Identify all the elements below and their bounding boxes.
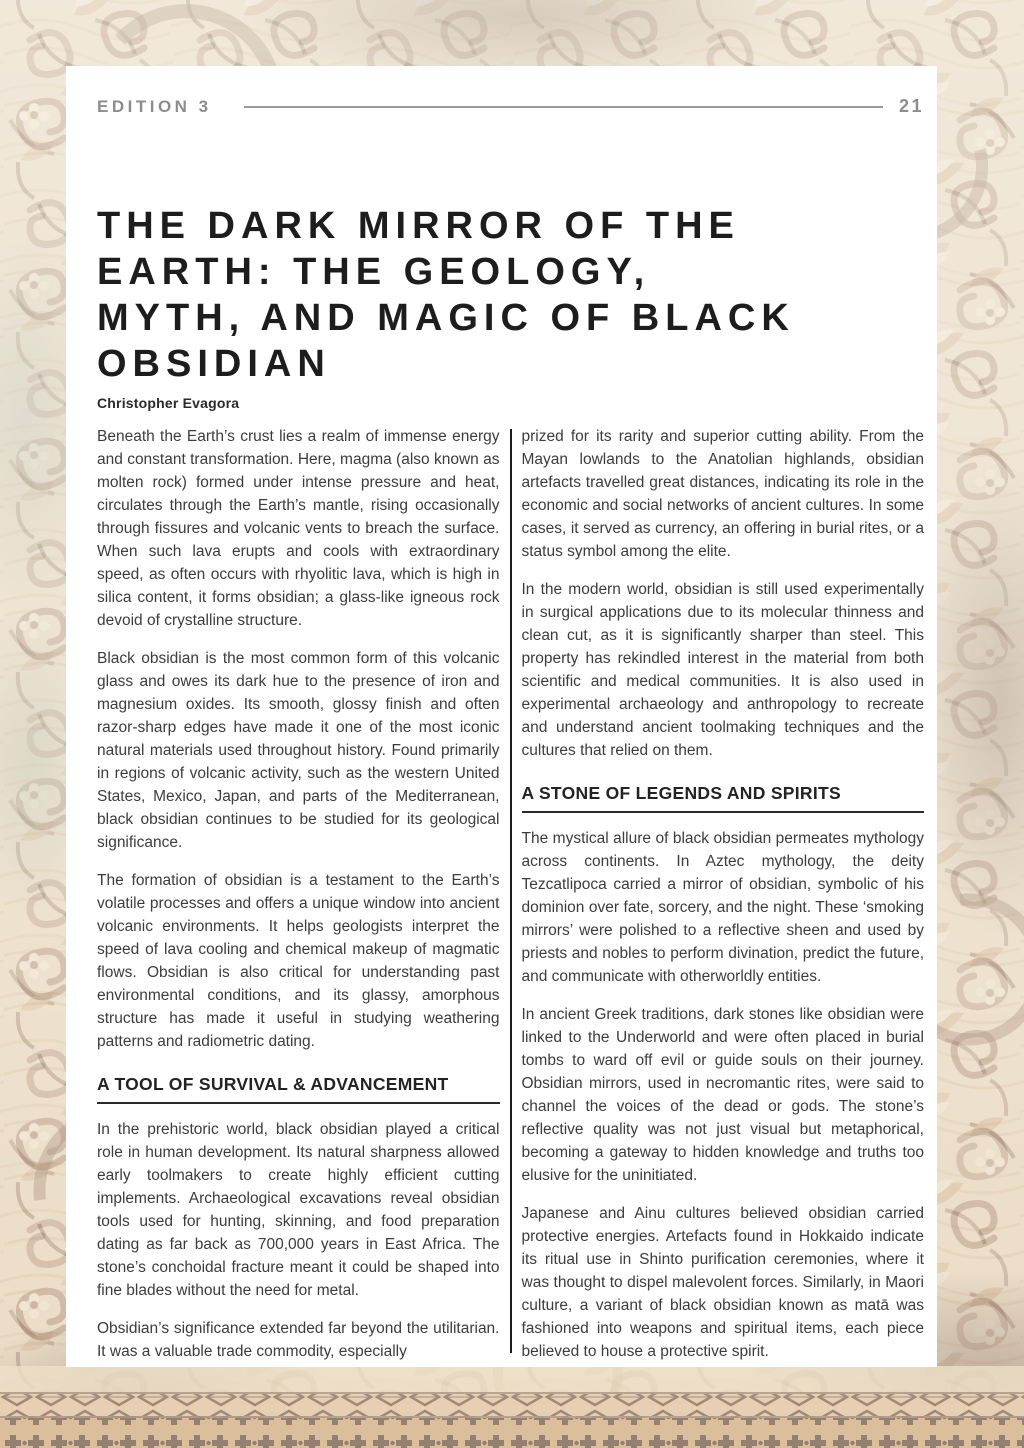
article-author: Christopher Evagora — [97, 395, 240, 411]
para-prehistoric-tools: In the prehistoric world, black obsidian played a critical role in human development. Its natural sharpness allowed early toolmakers to create highly efficient cutting implements. Archaeological excavations reveal obsidian tools used for hunting, skinning, and food preparation dating as far back as 700,000 years in East Africa. The stone’s conchoidal fracture meant it could be shaped into fine blades without the need for metal. — [97, 1121, 500, 1299]
para-greek-traditions: In ancient Greek traditions, dark stones like obsidian were linked to the Underworld and were often placed in burial tombs to ward off evil or guide souls on their journey. Obsidian mirrors, used in necromantic rites, were said to channel the voices of the dead or gods. The stone’s reflective quality was not just visual but metaphorical, becoming a gateway to hidden knowledge and truths too elusive for the uninitiated. — [521, 1006, 924, 1184]
para-trade-commodity-start: Obsidian’s significance extended far beyond the utilitarian. It was a valuable trade commodity, especially — [97, 1320, 500, 1360]
para-magma-formation: Beneath the Earth’s crust lies a realm of immense energy and constant transformation. Here, magma (also known as molten rock) formed under intense pressure and heat, circulates through the Earth’s mantle, rising occasionally through fissures and volcanic vents to breach the surface. When such lava erupts and cools with extraordinary speed, as often occurs with rhyolitic lava, which is high in silica content, it forms obsidian; a glass-like igneous rock devoid of crystalline structure. — [97, 428, 500, 629]
para-black-obsidian-form: Black obsidian is the most common form of this volcanic glass and owes its dark hue to the presence of iron and magnesium oxides. Its smooth, glossy finish and often razor-sharp edges have made it one of the most iconic natural materials used throughout history. Found primarily in regions of volcanic activity, such as the western United States, Mexico, Japan, and parts of the Mediterranean, black obsidian continues to be studied for its geological significance. — [97, 650, 500, 851]
article-title-line-4: OBSIDIAN — [97, 343, 331, 385]
article-title-line-1: THE DARK MIRROR OF THE — [97, 205, 740, 247]
column-left — [97, 425, 500, 1363]
column-divider — [510, 429, 512, 1353]
section-heading-stone-of-legends: A STONE OF LEGENDS AND SPIRITS — [522, 783, 925, 813]
para-trade-commodity-continued: prized for its rarity and superior cutting ability. From the Mayan lowlands to the Anatolian highlands, obsidian artefacts travelled great distances, indicating its role in the economic and social networks of ancient cultures. In some cases, it served as currency, an offering in burial rites, or a status symbol among the elite. — [521, 428, 924, 560]
article-columns — [97, 425, 924, 1363]
article-title-line-3: MYTH, AND MAGIC OF BLACK — [97, 297, 795, 339]
para-aztec-mythology: The mystical allure of black obsidian permeates mythology across continents. In Aztec mythology, the deity Tezcatlipoca carried a mirror of obsidian, symbolic of his dominion over fate, sorcery, and the night. These ‘smoking mirrors’ were polished to a reflective sheen and used by priests and nobles to perform divination, predict the future, and communicate with otherworldly entities. — [521, 830, 924, 985]
page-header — [97, 96, 924, 117]
article-title-line-2: EARTH: THE GEOLOGY, — [97, 251, 651, 293]
para-modern-uses: In the modern world, obsidian is still used experimentally in surgical applications due to its molecular thinness and clean cut, as it is significantly sharper than steel. This property has rekindled interest in the material from both scientific and medical communities. It is also used in experimental archaeology and anthropology to recreate and understand ancient toolmaking techniques and the cultures that relied on them. — [521, 581, 924, 759]
edition-label: EDITION 3 — [97, 96, 212, 116]
header-rule — [244, 106, 883, 108]
article-title — [97, 203, 924, 387]
para-japanese-maori-cultures: Japanese and Ainu cultures believed obsidian carried protective energies. Artefacts found in Hokkaido indicate its ritual use in Shinto purification ceremonies, where it was thought to dispel malevolent forces. Similarly, in Maori culture, a variant of black obsidian known as matā was fashioned into weapons and spiritual items, each piece believed to house a protective spirit. — [521, 1205, 924, 1360]
section-heading-tool-of-survival: A TOOL OF SURVIVAL & ADVANCEMENT — [97, 1074, 500, 1104]
para-formation-testament: The formation of obsidian is a testament to the Earth’s volatile processes and offers a unique window into ancient volcanic environments. It helps geologists interpret the speed of lava cooling and chemical makeup of magmatic flows. Obsidian is also critical for understanding past environmental conditions, and its glassy, amorphous structure has made it useful in studying weathering patterns and radiometric dating. — [97, 872, 500, 1050]
column-right — [522, 425, 925, 1363]
page-number: 21 — [898, 96, 924, 116]
article-sheet — [66, 66, 937, 1367]
